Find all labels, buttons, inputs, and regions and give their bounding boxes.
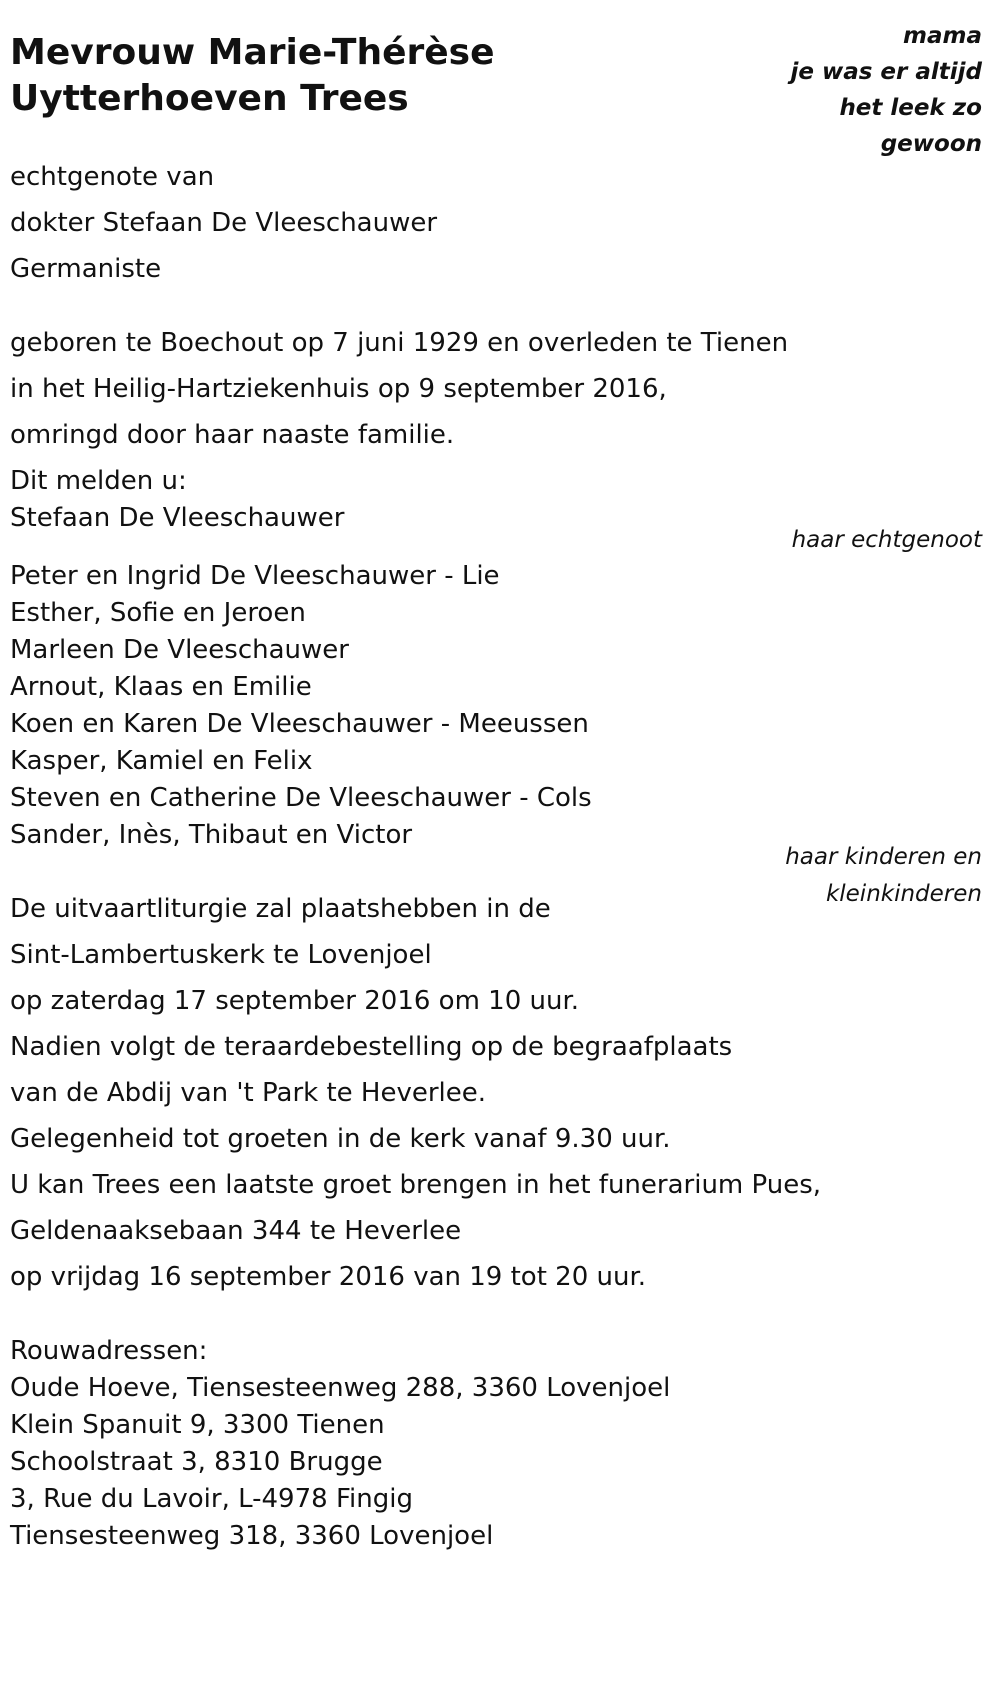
funeral-line: Gelegenheid tot groeten in de kerk vanaf 9.30 uur. [10, 1124, 671, 1154]
motto-line: mama [903, 23, 982, 49]
family-member: Peter en Ingrid De Vleeschauwer - Lie [10, 561, 500, 591]
death-notice-line: geboren te Boechout op 7 juni 1929 en overleden te Tienen [10, 328, 789, 358]
title-line-2: Uytterhoeven Trees [10, 78, 409, 119]
address-line: Schoolstraat 3, 8310 Brugge [10, 1447, 383, 1477]
page-title [10, 30, 495, 122]
funeral-line: van de Abdij van 't Park te Heverlee. [10, 1078, 487, 1108]
motto-line: gewoon [880, 131, 982, 157]
spouse-relation: haar echtgenoot [791, 527, 982, 553]
funeral-line: op zaterdag 17 september 2016 om 10 uur. [10, 986, 580, 1016]
funeral-line: De uitvaartliturgie zal plaatshebben in de [10, 894, 551, 924]
family-member: Steven en Catherine De Vleeschauwer - Cols [10, 783, 592, 813]
spouse-name: Stefaan De Vleeschauwer [10, 503, 345, 533]
children-relation-line-2: kleinkinderen [825, 881, 982, 907]
motto-poem [790, 18, 982, 162]
address-line: Oude Hoeve, Tiensesteenweg 288, 3360 Lovenjoel [10, 1373, 671, 1403]
addresses-heading: Rouwadressen: [10, 1336, 208, 1366]
funeral-line: op vrijdag 16 september 2016 van 19 tot 20 uur. [10, 1262, 647, 1292]
intro-line: echtgenote van [10, 162, 215, 192]
funeral-line: U kan Trees een laatste groet brengen in het funerarium Pues, [10, 1170, 822, 1200]
address-line: 3, Rue du Lavoir, L-4978 Fingig [10, 1484, 413, 1514]
death-notice-line: in het Heilig-Hartziekenhuis op 9 september 2016, [10, 374, 667, 404]
motto-line: het leek zo [839, 95, 982, 121]
family-member: Esther, Sofie en Jeroen [10, 598, 306, 628]
funeral-line: Sint-Lambertuskerk te Lovenjoel [10, 940, 432, 970]
family-member: Sander, Inès, Thibaut en Victor [10, 820, 413, 850]
motto-line: je was er altijd [790, 59, 982, 85]
address-line: Klein Spanuit 9, 3300 Tienen [10, 1410, 385, 1440]
title-line-1: Mevrouw Marie-Thérèse [10, 32, 495, 73]
children-relation-line-1: haar kinderen en [785, 844, 982, 870]
family-member: Kasper, Kamiel en Felix [10, 746, 313, 776]
funeral-line: Nadien volgt de teraardebestelling op de begraafplaats [10, 1032, 733, 1062]
family-member: Marleen De Vleeschauwer [10, 635, 349, 665]
announcers-heading: Dit melden u: [10, 466, 187, 496]
intro-line: dokter Stefaan De Vleeschauwer [10, 208, 438, 238]
death-notice-line: omringd door haar naaste familie. [10, 420, 455, 450]
funeral-line: Geldenaaksebaan 344 te Heverlee [10, 1216, 462, 1246]
family-member: Koen en Karen De Vleeschauwer - Meeussen [10, 709, 589, 739]
address-line: Tiensesteenweg 318, 3360 Lovenjoel [10, 1521, 494, 1551]
intro-line: Germaniste [10, 254, 162, 284]
family-member: Arnout, Klaas en Emilie [10, 672, 312, 702]
